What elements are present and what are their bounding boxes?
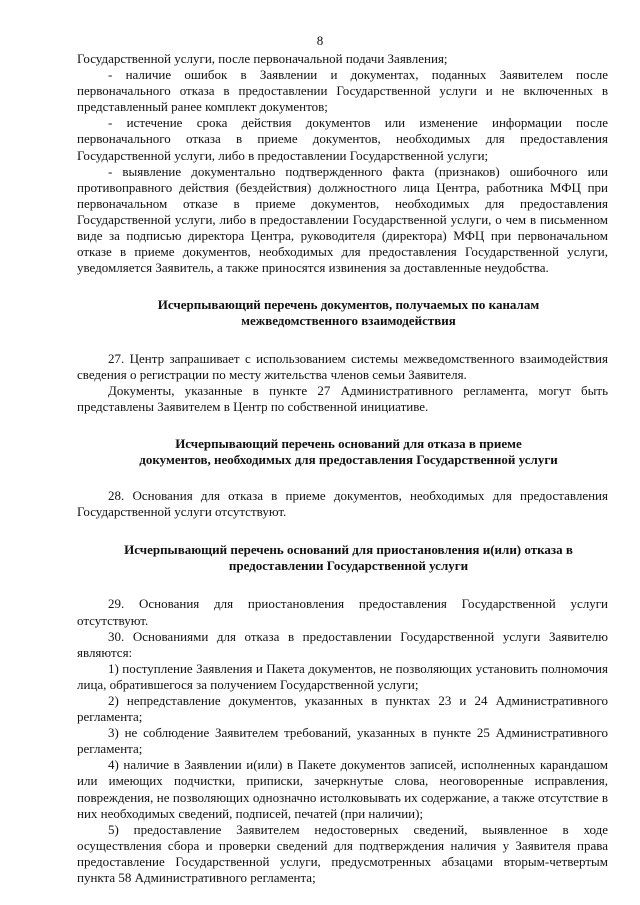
list-item: 3) не соблюдение Заявителем требований, указанных в пункте 25 Административного регламента; [77,725,608,757]
block-4 [77,596,608,886]
list-item: 1) поступление Заявления и Пакета документов, не позволяющих установить полномочия лица, обратившегося за получением Государственной услуги; [77,660,608,692]
paragraph: Государственной услуги, после первоначальной подачи Заявления; [77,51,448,66]
section-heading [77,436,608,468]
heading-line: предоставлении Государственной услуги [228,558,469,574]
page-number: 8 [316,33,324,48]
heading-line: Исчерпывающий перечень оснований для приостановления и(или) отказа в [124,542,573,558]
paragraph: 28. Основания для отказа в приеме документов, необходимых для предоставления Государственной услуги отсутствуют. [77,488,608,520]
paragraph: 30. Основаниями для отказа в предоставлении Государственной услуги Заявителю являются: [77,628,608,660]
block-1 [77,51,608,276]
section-heading [77,542,608,574]
paragraph: Документы, указанные в пункте 27 Административного регламента, могут быть представлены Заявителем в Центр по собственной инициативе. [77,382,608,414]
heading-line: Исчерпывающий перечень оснований для отказа в приеме [175,435,522,451]
paragraph: - истечение срока действия документов или изменение информации после первоначального отказа в приеме документов, необходимых для предоставления Государственной услуги, либо в предоставлении Государственной услуги; [77,115,608,163]
heading-line: документов, необходимых для предоставления Государственной услуги [139,451,558,467]
section-heading [77,297,608,329]
list-item: 5) предоставление Заявителем недостоверных сведений, выявленное в ходе осуществления сбора и проверки сведений для подтверждения наличия у Заявителя права предоставление Государственной услуги, предусмотренных абзацами вторым-четвертым пункта 58 Административного регламента; [77,821,608,886]
block-2 [77,351,608,415]
paragraph: 27. Центр запрашивает с использованием системы межведомственного взаимодействия сведения о регистрации по месту жительства членов семьи Заявителя. [77,350,608,382]
block-3 [77,488,608,520]
document-body [77,51,608,886]
paragraph: 29. Основания для приостановления предоставления Государственной услуги отсутствуют. [77,596,608,628]
heading-line: межведомственного взаимодействия [241,313,456,329]
paragraph: - наличие ошибок в Заявлении и документах, поданных Заявителем после первоначального отказа в предоставлении Государственной услуги и не включенных в представленный ранее комплект документов; [77,67,608,115]
list-item: 4) наличие в Заявлении и(или) в Пакете документов записей, исполненных карандашом или имеющих подчистки, приписки, зачеркнутые слова, неоговоренные исправления, повреждения, не позволяющих однозначно истолковывать их содержание, а также отсутствие в них необходимых сведений, подписей, печатей (при наличии); [77,757,608,821]
list-item: 2) непредставление документов, указанных в пунктах 23 и 24 Административного регламента; [77,693,608,725]
paragraph: - выявление документально подтвержденного факта (признаков) ошибочного или противоправного действия (бездействия) должностного лица Центра, работника МФЦ при первоначальном отказе в приеме документов, необходимых для предоставления Государственной услуги, либо в предоставлении Государственной услуги, о чем в письменном виде за подписью директора Центра, руководителя (директора) МФЦ при первоначальном отказе в приеме документов, необходимых для предоставления Государственной услуги, уведомляется Заявитель, а также приносятся извинения за доставленные неудобства. [77,163,608,276]
heading-line: Исчерпывающий перечень документов, получаемых по каналам [157,297,540,313]
